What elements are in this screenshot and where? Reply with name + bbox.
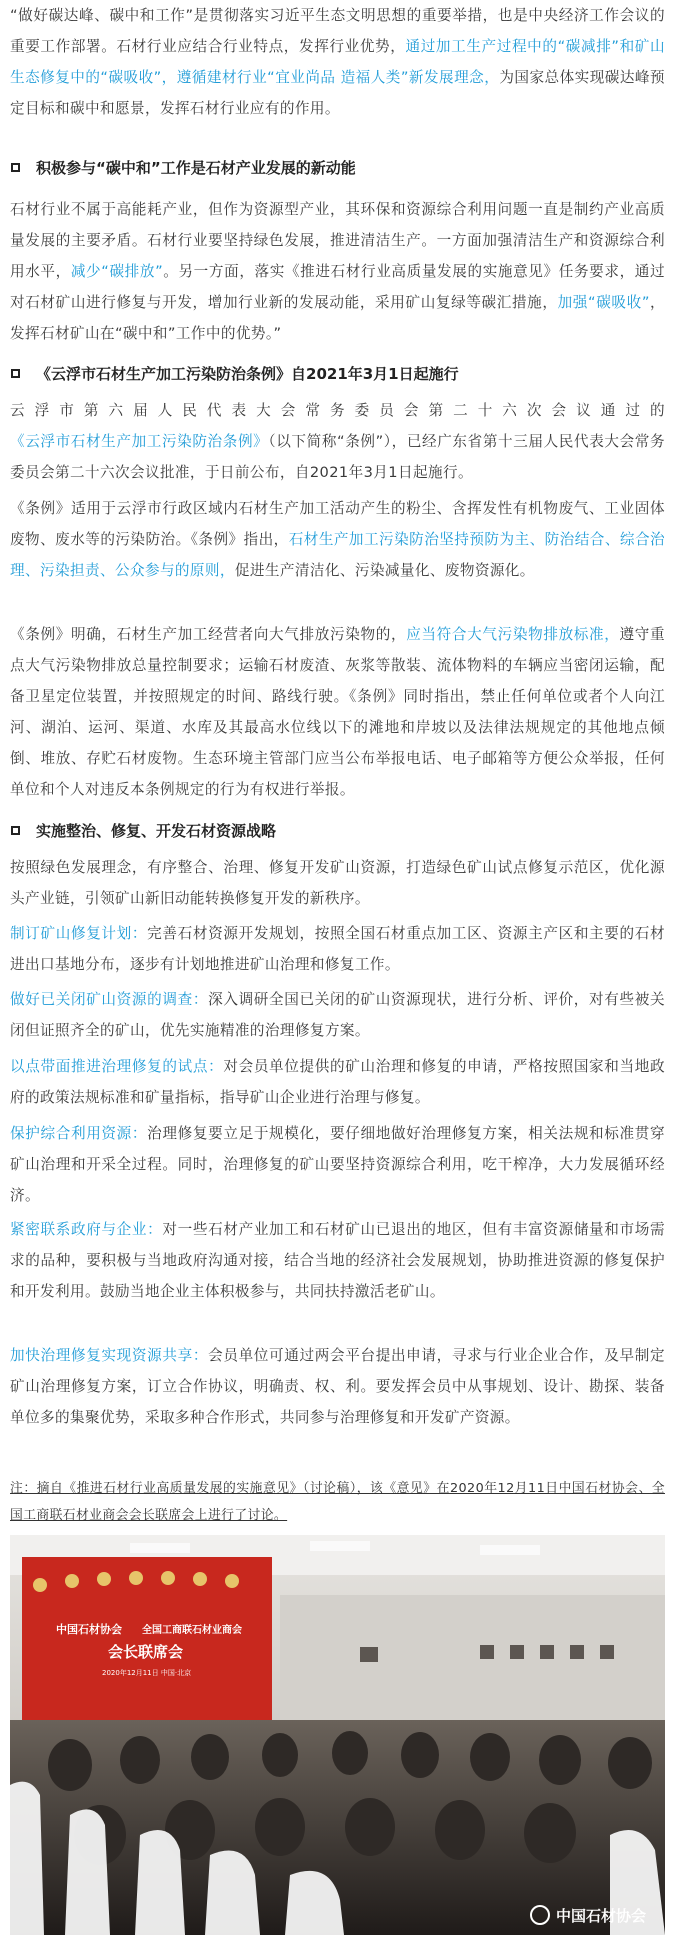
item-text: 完善石材资源开发规划，按照全国石材重点加工区、资源主产区和主要的石材进出口基地分布，逐步有计划地推进矿山治理和修复工作。 [10,925,666,973]
s2p1-text-1: 云浮市第六届人民代表大会常务委员会第二十六次会议通过的 [10,402,665,419]
section1-title: 积极参与“碳中和”工作是石材产业发展的新动能 [36,159,356,177]
section1-heading [10,157,356,178]
item-label: 制订矿山修复计划： [10,925,148,942]
section1-highlight-1: 减少“碳排放” [70,263,164,280]
banner-org-2: 全国工商联石材业商会 [142,1625,242,1636]
s2p3-highlight: 应当符合大气污染物排放标准， [406,626,620,643]
section1-text-2: 。另一方面，落实《推进石材行业高质量发展的实施意见》任务要求，通过对石材矿山进行修复与开发，增加行业新的发展动能，采用矿山复绿等碳汇措施， [10,263,666,311]
section3-item [10,1214,665,1307]
item-label: 做好已关闭矿山资源的调查： [10,991,209,1008]
section2-paragraph-2 [10,493,665,586]
item-label: 加快治理修复实现资源共享： [10,1347,209,1364]
item-text: 治理修复要立足于规模化，要仔细地做好治理修复方案，相关法规和标准贯穿矿山治理和开采全过程。同时，治理修复的矿山要坚持资源综合利用，吃干榨净，大力发展循环经济。 [10,1125,666,1204]
source-note-text: 注：摘自《推进石材行业高质量发展的实施意见》（讨论稿），该《意见》在2020年12月11日中国石材协会、全国工商联石材业商会会长联席会上进行了讨论。 [10,1481,665,1523]
banner-date: 2020年12月11日 中国·北京 [102,1669,192,1677]
section3-title: 实施整治、修复、开发石材资源战略 [36,822,277,840]
section1-paragraph [10,194,665,349]
square-bullet-icon [11,826,20,835]
square-bullet-icon [11,163,20,172]
section2-heading [10,363,459,384]
s2p1-highlight: 《云浮市石材生产加工污染防治条例》 [10,433,269,450]
s2p2-highlight: 石材生产加工污染防治坚持预防为主、防治结合、综合治理、污染担责、公众参与的原则， [10,531,665,579]
item-label: 保护综合利用资源： [10,1125,148,1142]
source-note [10,1475,665,1529]
item-label: 紧密联系政府与企业： [10,1221,163,1238]
section3-item [10,1118,665,1211]
section3-paragraph: 按照绿色发展理念，有序整合、治理、修复开发矿山资源，打造绿色矿山试点修复示范区，优化源头产业链，引领矿山新旧动能转换修复开发的新秩序。 [10,859,665,907]
intro-paragraph [10,0,665,124]
s2p1-text-2: （以下简称“条例”），已经广东省第十三届人民代表大会常务委员会第二十六次会议批准，于日前公布，自2021年3月1日起施行。 [10,433,665,481]
section3-item [10,1051,665,1113]
banner-title: 会长联席会 [108,1643,184,1661]
intro-text-1: “做好碳达峰、碳中和工作”是贯彻落实习近平生态文明思想的重要举措，也是中央经济工作会议的重要工作部署。石材行业应结合行业特点，发挥行业优势， [10,7,665,55]
section3-item [10,984,665,1046]
intro-highlight: 通过加工生产过程中的“碳减排”和矿山生态修复中的“碳吸收”，遵循建材行业“宜业尚品 造福人类”新发展理念， [10,38,665,86]
section1-text-1: 石材行业不属于高能耗产业，但作为资源型产业，其环保和资源综合利用问题一直是制约产业高质量发展的主要矛盾。石材行业要坚持绿色发展，推进清洁生产。一方面加强清洁生产和资源综合利用水平， [10,201,665,280]
section1-highlight-2: 加强“碳吸收” [557,294,650,311]
s2p2-text-2: 促进生产清洁化、污染减量化、废物资源化。 [234,562,535,579]
meeting-photo-graphic [10,1535,665,1935]
meeting-photo [10,1535,665,1935]
item-label: 以点带面推进治理修复的试点： [10,1058,224,1075]
s2p2-text-1: 《条例》适用于云浮市行政区域内石材生产加工活动产生的粉尘、含挥发性有机物废气、工业固体废物、废水等的污染防治。《条例》指出， [10,500,665,548]
s2p3-text-2: 遵守重点大气污染物排放总量控制要求；运输石材废渣、灰浆等散装、流体物料的车辆应当密闭运输，配备卫星定位装置，并按照规定的时间、路线行驶。《条例》同时指出，禁止任何单位或者个人向江河、湖泊、运河、渠道、水库及其最高水位线以下的滩地和岸坡以及法律法规规定的其他地点倾倒、堆放、存贮石材废物。生态环境主管部门应当公布举报电话、电子邮箱等方便公众举报，任何单位和个人对违反本条例规定的行为有权进行举报。 [10,626,666,798]
intro-text-2: 为国家总体实现碳达峰预定目标和碳中和愿景，发挥石材行业应有的作用。 [10,69,665,117]
section1-text-3: ，发挥石材矿山在“碳中和”工作中的优势。” [10,294,666,342]
watermark-text: 中国石材协会 [556,1907,647,1925]
section3-heading [10,820,276,841]
section3-item [10,918,665,980]
section3-item [10,1340,665,1433]
section2-paragraph-1 [10,395,665,488]
item-text: 对一些石材产业加工和石材矿山已退出的地区，但有丰富资源储量和市场需求的品种，要积极与当地政府沟通对接，结合当地的经济社会发展规划，协助推进资源的修复保护和开发利用。鼓励当地企业主体积极参与，共同扶持激活老矿山。 [10,1221,665,1300]
item-text: 深入调研全国已关闭的矿山资源现状，进行分析、评价，对有些被关闭但证照齐全的矿山，优先实施精准的治理修复方案。 [10,991,665,1039]
section2-paragraph-3 [10,619,665,805]
square-bullet-icon [11,369,20,378]
s2p3-text-1: 《条例》明确，石材生产加工经营者向大气排放污染物的， [10,626,407,643]
item-text: 对会员单位提供的矿山治理和修复的申请，严格按照国家和当地政府的政策法规标准和矿量指标，指导矿山企业进行治理与修复。 [10,1058,665,1106]
banner-org-1: 中国石材协会 [56,1623,122,1636]
item-text: 会员单位可通过两会平台提出申请，寻求与行业企业合作，及早制定矿山治理修复方案，订立合作协议，明确责、权、利。要发挥会员中从事规划、设计、勘探、装备单位多的集聚优势，采取多种合作形式，共同参与治理修复和开发矿产资源。 [10,1347,665,1426]
section2-title: 《云浮市石材生产加工污染防治条例》自2021年3月1日起施行 [36,365,459,383]
